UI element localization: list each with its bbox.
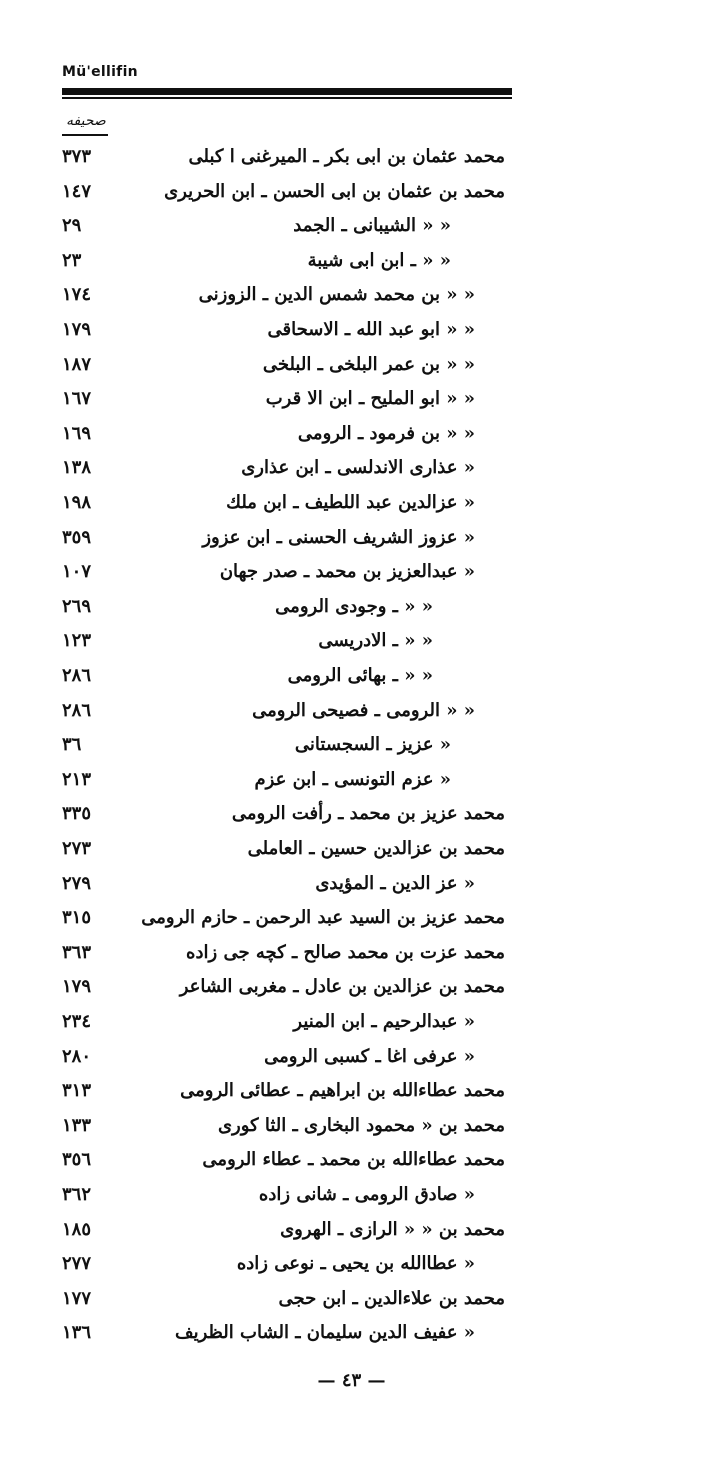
index-entry — [0, 1040, 703, 1074]
entry-page-number: ١٤٧ — [62, 180, 92, 202]
index-entry — [0, 694, 703, 728]
entry-page-number: ١٧٩ — [62, 319, 92, 340]
index-entry — [0, 313, 703, 347]
entry-page-number: ١٠٧ — [62, 561, 92, 583]
index-entry — [0, 140, 703, 174]
entry-page-number: ٢٣ — [62, 249, 82, 271]
index-entry — [0, 901, 703, 935]
entry-page-number: ١٨٧ — [62, 353, 92, 375]
index-entry — [0, 555, 703, 589]
entry-text: « عطاالله بن يحيى ـ نوعى زاده — [236, 1253, 475, 1275]
index-entry — [0, 970, 703, 1004]
entry-page-number: ١٣٦ — [62, 1322, 92, 1344]
index-entry — [0, 175, 703, 209]
index-entry — [0, 382, 703, 416]
index-entry — [0, 417, 703, 451]
index-entry — [0, 590, 703, 624]
entry-text: محمد بن علاءالدين ـ ابن حجى — [278, 1287, 505, 1309]
entry-page-number: ٢٦٩ — [62, 595, 92, 617]
entry-text: « « الرومى ـ فصيحى الرومى — [252, 699, 475, 721]
header-rule-thin — [62, 97, 512, 99]
entry-page-number: ٣١٣ — [62, 1080, 92, 1102]
entry-text: « عزم التونسى ـ ابن عزم — [254, 768, 451, 790]
entry-text: محمد بن « « الرازى ـ الهروى — [280, 1218, 505, 1240]
index-entry — [0, 1213, 703, 1247]
entry-page-number: ٣٥٦ — [62, 1149, 92, 1171]
entry-page-number: ٢٨٦ — [62, 665, 92, 686]
entry-page-number: ١٣٨ — [62, 457, 92, 479]
entry-page-number: ٣٦ — [62, 734, 82, 756]
index-entry — [0, 659, 703, 693]
entry-page-number: ٢١٣ — [62, 768, 92, 790]
entry-text: محمد عزيز بن السيد عبد الرحمن ـ حازم الرومى — [141, 907, 505, 929]
entry-text: « عزوز الشريف الحسنى ـ ابن عزوز — [202, 526, 475, 548]
index-entry — [0, 1282, 703, 1316]
entry-page-number: ١٦٧ — [62, 388, 92, 410]
entry-text: « « بن فرمود ـ الرومى — [297, 422, 475, 444]
index-entry — [0, 486, 703, 520]
index-entry — [0, 1109, 703, 1143]
entry-page-number: ١٧٧ — [62, 1287, 92, 1309]
entry-page-number: ٢٨٦ — [62, 699, 92, 721]
entry-text: « « ابو عبد الله ـ الاسحاقى — [267, 319, 475, 340]
entry-page-number: ٢٣٤ — [62, 1011, 92, 1032]
entry-page-number: ١٨٥ — [62, 1218, 92, 1240]
header-rule — [62, 88, 512, 95]
entry-text: « عزيز ـ السجستانى — [294, 734, 451, 756]
entry-page-number: ٣٧٣ — [62, 146, 92, 167]
entry-text: « عبدالرحيم ـ ابن المنير — [293, 1011, 475, 1032]
index-entry — [0, 1247, 703, 1281]
index-entry — [0, 521, 703, 555]
entry-text: « عفيف الدين سليمان ـ الشاب الظريف — [174, 1322, 475, 1344]
index-entry — [0, 209, 703, 243]
entry-text: محمد بن عثمان بن ابى الحسن ـ ابن الحريرى — [164, 180, 505, 202]
index-entry — [0, 763, 703, 797]
entry-text: محمد بن « محمود البخارى ـ الثا كورى — [217, 1114, 505, 1136]
entry-page-number: ٣٣٥ — [62, 803, 92, 825]
entry-text: « « ـ ابن ابى شيبة — [307, 249, 451, 271]
index-entry — [0, 797, 703, 831]
entry-text: محمد عطاءالله بن محمد ـ عطاء الرومى — [202, 1149, 505, 1171]
index-entry — [0, 244, 703, 278]
entry-page-number: ٢٧٩ — [62, 872, 92, 894]
entry-text: « عز الدين ـ المؤيدى — [315, 872, 475, 894]
index-entry — [0, 1143, 703, 1177]
entry-page-number: ٢٧٣ — [62, 838, 92, 859]
entry-page-number: ٢٨٠ — [62, 1045, 92, 1067]
index-entry — [0, 1005, 703, 1039]
index-entry — [0, 1074, 703, 1108]
index-entry — [0, 348, 703, 382]
entry-text: محمد بن عزالدين بن عادل ـ مغربى الشاعر — [179, 976, 505, 998]
page-number: — ٤٣ — — [317, 1370, 386, 1391]
entry-page-number: ٢٩ — [62, 215, 82, 237]
entry-page-number: ١٦٩ — [62, 422, 92, 444]
entry-text: « عرفى اغا ـ كسبى الرومى — [264, 1045, 475, 1067]
entry-text: « « بن محمد شمس الدين ـ الزوزنى — [198, 284, 475, 306]
entry-page-number: ٣١٥ — [62, 907, 92, 929]
entry-text: « عذارى الاندلسى ـ ابن عذارى — [241, 457, 475, 479]
entry-page-number: ١٧٩ — [62, 976, 92, 998]
entry-page-number: ١٣٣ — [62, 1114, 92, 1136]
entry-text: « عبدالعزيز بن محمد ـ صدر جهان — [219, 561, 475, 583]
entry-text: « « ـ بهائى الرومى — [287, 665, 433, 686]
entry-text: محمد بن عزالدين حسين ـ العاملى — [247, 838, 505, 859]
index-entry — [0, 1178, 703, 1212]
index-entry — [0, 832, 703, 866]
index-entry — [0, 867, 703, 901]
index-entry — [0, 278, 703, 312]
entry-text: « « ـ وجودى الرومى — [275, 595, 433, 617]
entry-page-number: ٢٧٧ — [62, 1253, 92, 1275]
index-entry — [0, 936, 703, 970]
page-column-label: صحيفه — [66, 113, 106, 129]
entry-text: « « الشيبانى ـ الجمد — [293, 215, 451, 237]
entry-text: محمد عطاءالله بن ابراهيم ـ عطائى الرومى — [180, 1080, 505, 1102]
index-entry — [0, 728, 703, 762]
entry-text: محمد عزت بن محمد صالح ـ كچه جى زاده — [186, 941, 505, 963]
entry-text: « « بن عمر البلخى ـ البلخى — [262, 353, 475, 375]
column-label-underline — [62, 134, 108, 136]
entry-text: محمد عثمان بن ابى بكر ـ الميرغنى ا كبلى — [188, 146, 505, 167]
entry-text: « « ـ الادريسى — [318, 630, 433, 652]
entry-text: « عزالدين عبد اللطيف ـ ابن ملك — [226, 492, 475, 513]
entry-page-number: ٣٦٢ — [62, 1184, 92, 1205]
index-entry — [0, 624, 703, 658]
header-title: Mü'ellifin — [62, 64, 138, 80]
entry-page-number: ٣٥٩ — [62, 526, 92, 548]
entry-page-number: ١٢٣ — [62, 630, 92, 652]
index-entry — [0, 451, 703, 485]
index-entry — [0, 1316, 703, 1350]
entry-page-number: ٣٦٣ — [62, 941, 92, 963]
entry-page-number: ١٧٤ — [62, 284, 92, 306]
entry-text: « صادق الرومى ـ شانى زاده — [258, 1184, 475, 1205]
entry-page-number: ١٩٨ — [62, 492, 92, 513]
entry-text: « « ابو المليح ـ ابن الا قرب — [265, 388, 475, 410]
entry-text: محمد عزيز بن محمد ـ رأفت الرومى — [231, 803, 505, 825]
